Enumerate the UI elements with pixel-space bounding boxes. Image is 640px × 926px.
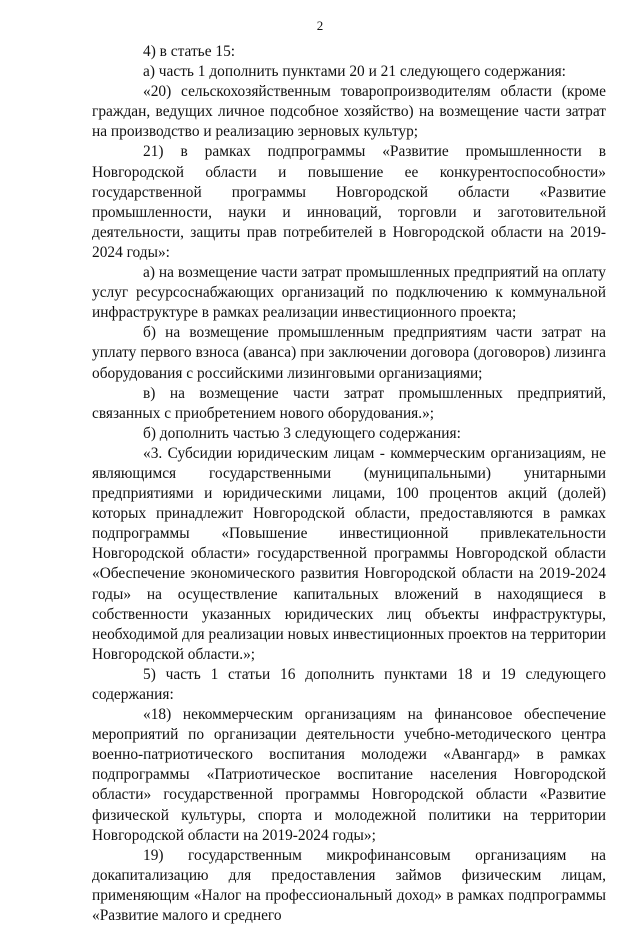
- document-body: [92, 42, 606, 926]
- paragraph-article-16: 5) часть 1 статьи 16 дополнить пунктами 18 и 19 следующего содержания:: [92, 665, 606, 703]
- paragraph-point-20: «20) сельскохозяйственным товаропроизводителям области (кроме граждан, ведущих личное подсобное хозяйство) на возмещение части затрат на производство и реализацию зерновых культур;: [92, 83, 606, 141]
- paragraph-point-19: 19) государственным микрофинансовым организациям на докапитализацию для предоставления займов физическим лицам, применяющим «Налог на профессиональный доход» в рамках подпрограммы «Развитие малого и среднего: [92, 846, 606, 925]
- paragraph-subpoint-a: а) на возмещение части затрат промышленных предприятий на оплату услуг ресурсоснабжающих организаций по подключению к коммунальной инфраструктуре в рамках реализации инвестиционного проекта;: [92, 264, 606, 322]
- paragraph-subpoint-v: в) на возмещение части затрат промышленных предприятий, связанных с приобретением нового оборудования.»;: [92, 384, 606, 422]
- page-number: 2: [316, 18, 324, 33]
- paragraph-subpoint-b: б) на возмещение промышленным предприятиям части затрат на уплату первого взноса (аванса) при заключении договора (договоров) лизинга оборудования с российскими лизинговыми организациями;: [92, 324, 606, 382]
- paragraph-point-18: «18) некоммерческим организациям на финансовое обеспечение мероприятий по организации деятельности учебно-методического центра военно-патриотического воспитания молодежи «Авангард» в рамках подпрограммы «Патриотическое воспитание населения Новгородской области» государственной программы Новгородской области «Развитие физической культуры, спорта и молодежной политики на территории Новгородской области на 2019-2024 годы»;: [92, 706, 606, 844]
- paragraph-add-part-3: б) дополнить частью 3 следующего содержания:: [143, 424, 461, 442]
- paragraph-part-1-points-20-21: а) часть 1 дополнить пунктами 20 и 21 следующего содержания:: [143, 63, 566, 81]
- paragraph-part-3-subsidies: «3. Субсидии юридическим лицам - коммерческим организациям, не являющимся государственными (муниципальными) унитарными предприятиями и юридическими лицами, 100 процентов акций (долей) которых принадлежит Новгородской области, предоставляются в рамках подпрограммы «Повышение инвестиционной привлекательности Новгородской области» государственной программы Новгородской области «Обеспечение экономического развития Новгородской области на 2019-2024 годы» на осуществление капитальных вложений в находящиеся в собственности указанных юридических лиц объекты инфраструктуры, необходимой для реализации новых инвестиционных проектов на территории Новгородской области.»;: [92, 444, 606, 663]
- paragraph-point-21: 21) в рамках подпрограммы «Развитие промышленности в Новгородской области и повышение ее конкурентоспособности» государственной программы Новгородской области «Развитие промышленности, науки и инноваций, торговли и заготовительной деятельности, защиты прав потребителей в Новгородской области на 2019-2024 годы»:: [92, 143, 606, 261]
- paragraph-article-15: 4) в статье 15:: [143, 43, 236, 60]
